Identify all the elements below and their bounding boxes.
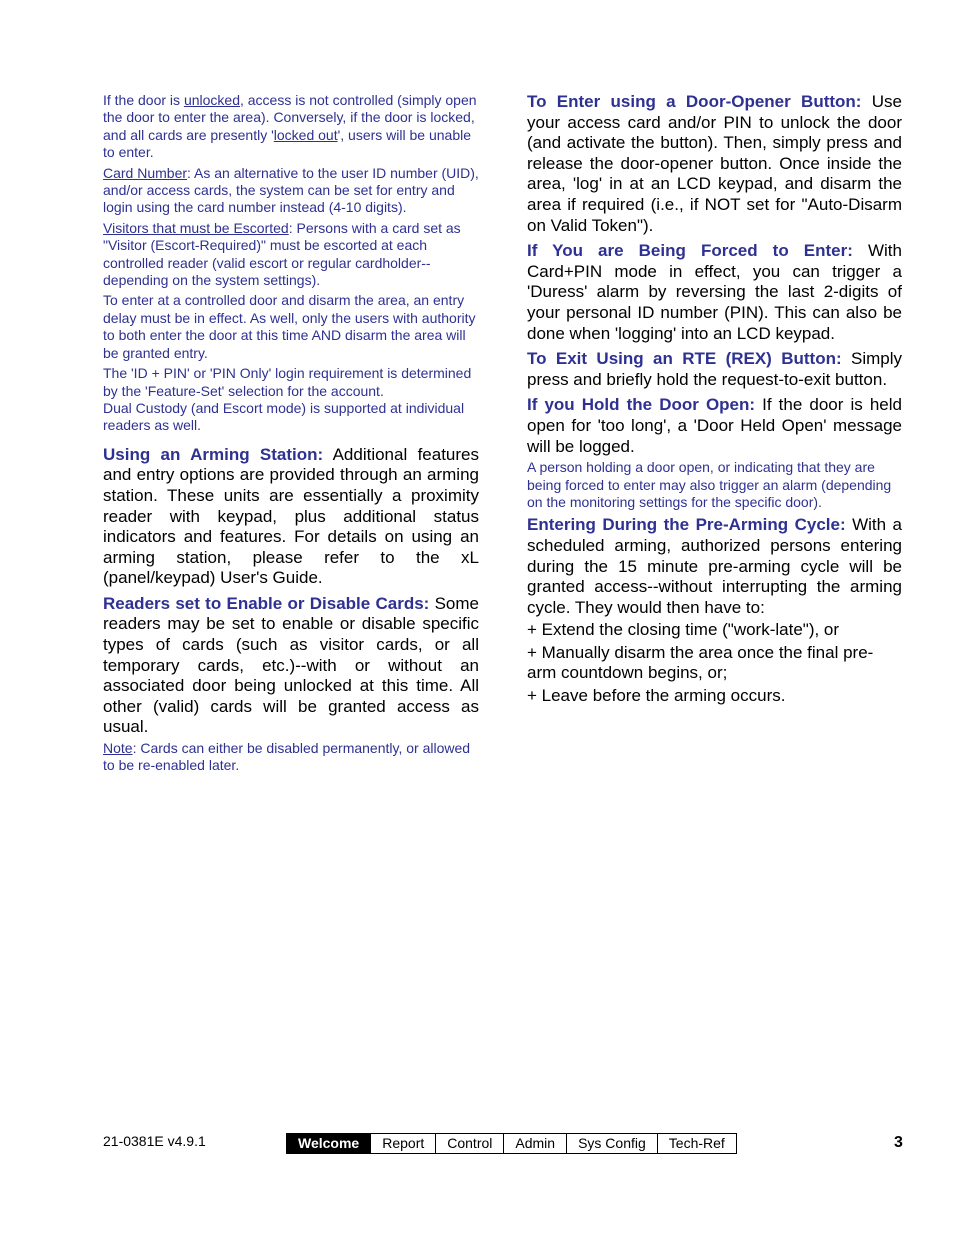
heading-arming-station: Using an Arming Station:: [103, 444, 324, 464]
bullet-manually-disarm: + Manually disarm the area once the final pre-arm countdown begins, or;: [527, 642, 874, 683]
page-number: 3: [894, 1134, 903, 1151]
note-unlocked-door: If the door is unlocked, access is not controlled (simply open the door to enter the area). Conversely, if the door is locked, and all cards are presently 'locked out', users will be unable to enter.: [103, 92, 477, 161]
para-door-opener: To Enter using a Door-Opener Button: Use your access card and/or PIN to unlock the door (and activate the button). Then, simply press and release the door-opener button. Once inside the area, 'log' in at an LCD keypad, and disarm the area if required (i.e., if NOT set for "Auto-Disarm on Valid Token").: [527, 92, 902, 235]
heading-forced-enter: If You are Being Forced to Enter:: [527, 241, 853, 261]
term-visitors-escorted: Visitors that must be Escorted: [103, 219, 289, 236]
right-column: [527, 92, 902, 712]
term-unlocked: unlocked: [183, 92, 240, 108]
note-door-alarm: A person holding a door open, or indicating that they are being forced to enter may also trigger an alarm (depending on the monitoring settings for the specific door).: [527, 459, 892, 510]
tab-sys-config[interactable]: Sys Config: [566, 1134, 657, 1153]
heading-readers-enable-disable: Readers set to Enable or Disable Cards:: [103, 593, 430, 613]
heading-hold-door-open: If you Hold the Door Open:: [527, 395, 756, 415]
term-locked-out: locked out: [273, 126, 338, 143]
note-login-requirement: The 'ID + PIN' or 'PIN Only' login requirement is determined by the 'Feature-Set' selection for the account.: [103, 365, 472, 399]
note-cards-disabled: Note: Cards can either be disabled permanently, or allowed to be re-enabled later.: [103, 740, 471, 774]
para-hold-door-open: If you Hold the Door Open: If the door is held open for 'too long', a 'Door Held Open' message will be logged.: [527, 395, 902, 456]
tab-control[interactable]: Control: [435, 1134, 503, 1153]
para-arming-station: Using an Arming Station: Additional features and entry options are provided through an arming station. These units are essentially a proximity reader with keypad, plus additional status indicators and features. For details on using an arming station, please refer to the xL (panel/keypad) User's Guide.: [103, 444, 479, 588]
bullet-extend-closing: + Extend the closing time ("work-late"), or: [527, 620, 840, 640]
para-forced-enter: If You are Being Forced to Enter: With Card+PIN mode in effect, you can trigger a 'Duress' alarm by reversing the last 2-digits of your personal ID number (PIN). This can also be done when 'logging' into an LCD keypad.: [527, 241, 902, 343]
document-number: 21-0381E v4.9.1: [103, 1133, 206, 1149]
term-card-number: Card Number: [103, 164, 188, 181]
page-footer: [0, 1133, 954, 1155]
tab-welcome[interactable]: Welcome: [287, 1134, 370, 1153]
bullet-leave-before: + Leave before the arming occurs.: [527, 686, 786, 706]
note-visitors-escorted: Visitors that must be Escorted: Persons with a card set as "Visitor (Escort-Required)" must be escorted at each controlled reader (valid escort or regular cardholder--depending on the system settings).: [103, 219, 461, 289]
heading-rte-button: To Exit Using an RTE (REX) Button:: [527, 349, 842, 369]
left-column: [103, 92, 479, 778]
para-pre-arming: Entering During the Pre-Arming Cycle: With a scheduled arming, authorized persons entering during the 15 minute pre-arming cycle will be granted access--without interrupting the arming cycle. They would then have to:: [527, 515, 903, 617]
heading-pre-arming: Entering During the Pre-Arming Cycle:: [527, 515, 846, 535]
note-dual-custody: Dual Custody (and Escort mode) is supported at individual readers as well.: [103, 399, 465, 434]
note-controlled-door: To enter at a controlled door and disarm the area, an entry delay must be in effect. As well, only the users with authority to both enter the door at this time AND disarm the area will be granted entry.: [103, 292, 476, 361]
para-readers-enable-disable: Readers set to Enable or Disable Cards: Some readers may be set to enable or disable specific types of cards (such as visitor cards, or all temporary cards, etc.)--with or without an associated door being unlocked at this time. All other (valid) cards will be granted access as usual.: [103, 593, 479, 737]
section-nav-tabs: [286, 1133, 737, 1154]
tab-admin[interactable]: Admin: [503, 1134, 566, 1153]
note-card-number: Card Number: As an alternative to the user ID number (UID), and/or access cards, the system can be set for entry and login using the card number instead (4-10 digits).: [103, 164, 479, 216]
tab-tech-ref[interactable]: Tech-Ref: [657, 1134, 736, 1153]
heading-door-opener: To Enter using a Door-Opener Button:: [527, 92, 862, 111]
tab-report[interactable]: Report: [370, 1134, 435, 1153]
term-note: Note: [103, 740, 133, 757]
para-rte-button: To Exit Using an RTE (REX) Button: Simply press and briefly hold the request-to-exit button.: [527, 349, 902, 389]
